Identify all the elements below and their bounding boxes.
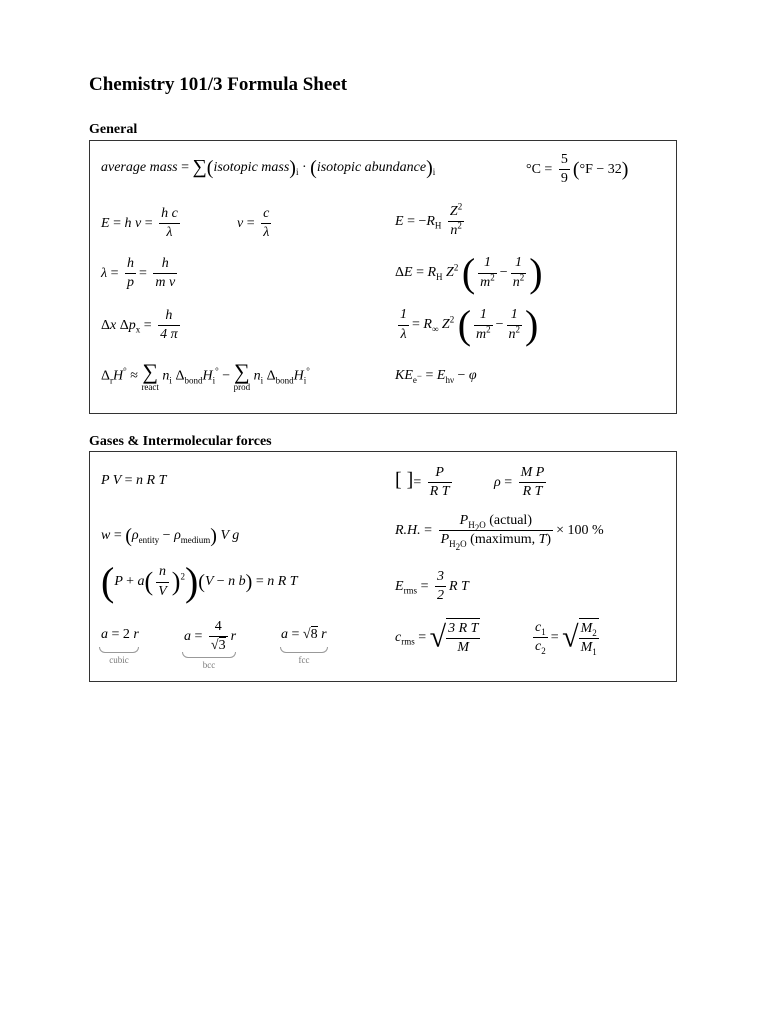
formula-average-mass: average mass = ∑(isotopic $mass)_i$ · (isotopic $abundance)_i$ — [101, 156, 436, 179]
formula-cubic-radius: a = 2 r — [101, 627, 139, 642]
formula-concentration: [ ]= $\frac{P}{\text{R T}}$ — [395, 465, 450, 500]
formula-uncertainty: Δx $\Delta p_x$ = $\frac{h}{4 \pi}$ — [101, 308, 178, 343]
label-cubic: cubic — [99, 647, 139, 665]
formula-rms-speed: $c_{rms}$ = √ $\frac{\text{3 R T}}{M}$ — [395, 618, 480, 657]
formula-rms-energy: $E_{rms}$ = $\frac{3}{2}$ R T — [395, 569, 469, 604]
formula-photoelectric: $KE_{e^-} = E_{h\nu} - \varphi$ — [395, 368, 477, 385]
formula-frequency: ν = $\frac{c}{\lambda}$ — [237, 206, 270, 241]
formula-van-der-waals: (P + a( $\frac{n}{V}$ )$^2$)(V − n b) = n R T — [101, 559, 298, 604]
formula-de-broglie: λ = $\frac{h}{p}$ = $\frac{h}{\text{m ν}}$ — [101, 256, 176, 291]
label-fcc: fcc — [280, 647, 328, 665]
formula-fcc-radius: a = √8 r — [281, 627, 327, 642]
formula-relative-humidity: R.H. = $P_{H_2O}$ (actual) $P_{H_2O}$ (maximum, T) × 100 % — [395, 513, 604, 552]
label-bcc: bcc — [182, 652, 236, 670]
formula-buoyancy-work: $w = (\rho_{entity} - \rho_{medium})$ V g — [101, 525, 240, 547]
section-title-general: General — [89, 122, 138, 137]
formula-rydberg-wavelength: $\frac{1}{\lambda}$ = $R_\infty$ $Z^2$ ( $\frac{1}{m^2}$ − $\frac{1}{n^2}$ ) — [400, 302, 539, 347]
formula-grahams-law: $\frac{c_1}{c_2}$ = √ $\frac{M_2}{M_1}$ — [535, 620, 597, 657]
formula-celsius: °C = $\frac{5}{9}$ (°F − 32) — [526, 152, 629, 187]
formula-density: ρ = $\frac{\text{M P}}{\text{R T}}$ — [494, 465, 545, 500]
formula-photon-energy: E = h ν = $\frac{\text{h c}}{\lambda}$ — [101, 206, 178, 241]
page-title: Chemistry 101/3 Formula Sheet — [89, 74, 348, 95]
section-title-gases: Gases & Intermolecular forces — [89, 434, 272, 449]
formula-ideal-gas: P V = n R T — [101, 473, 167, 488]
formula-rydberg-energy: $E = -R_H$ $\frac{Z^2}{n^2}$ — [395, 201, 463, 239]
formula-delta-energy: $\Delta E = R_H$ $Z^2$ ( $\frac{1}{m^2}$ − $\frac{1}{n^2}$ ) — [395, 250, 543, 295]
general-formula-box — [89, 140, 677, 414]
gases-formula-box — [89, 451, 677, 682]
formula-bcc-radius: a = $\frac{4}{√3}$ r — [184, 619, 237, 654]
formula-bond-enthalpy: $\Delta_rH^\circ$ ≈ ∑ react $n_i$ $\Delta_{bond}H_i^\circ$ − ∑ prod $n_i$ $\Delta_{bond}H_i^\circ$ — [101, 359, 310, 392]
